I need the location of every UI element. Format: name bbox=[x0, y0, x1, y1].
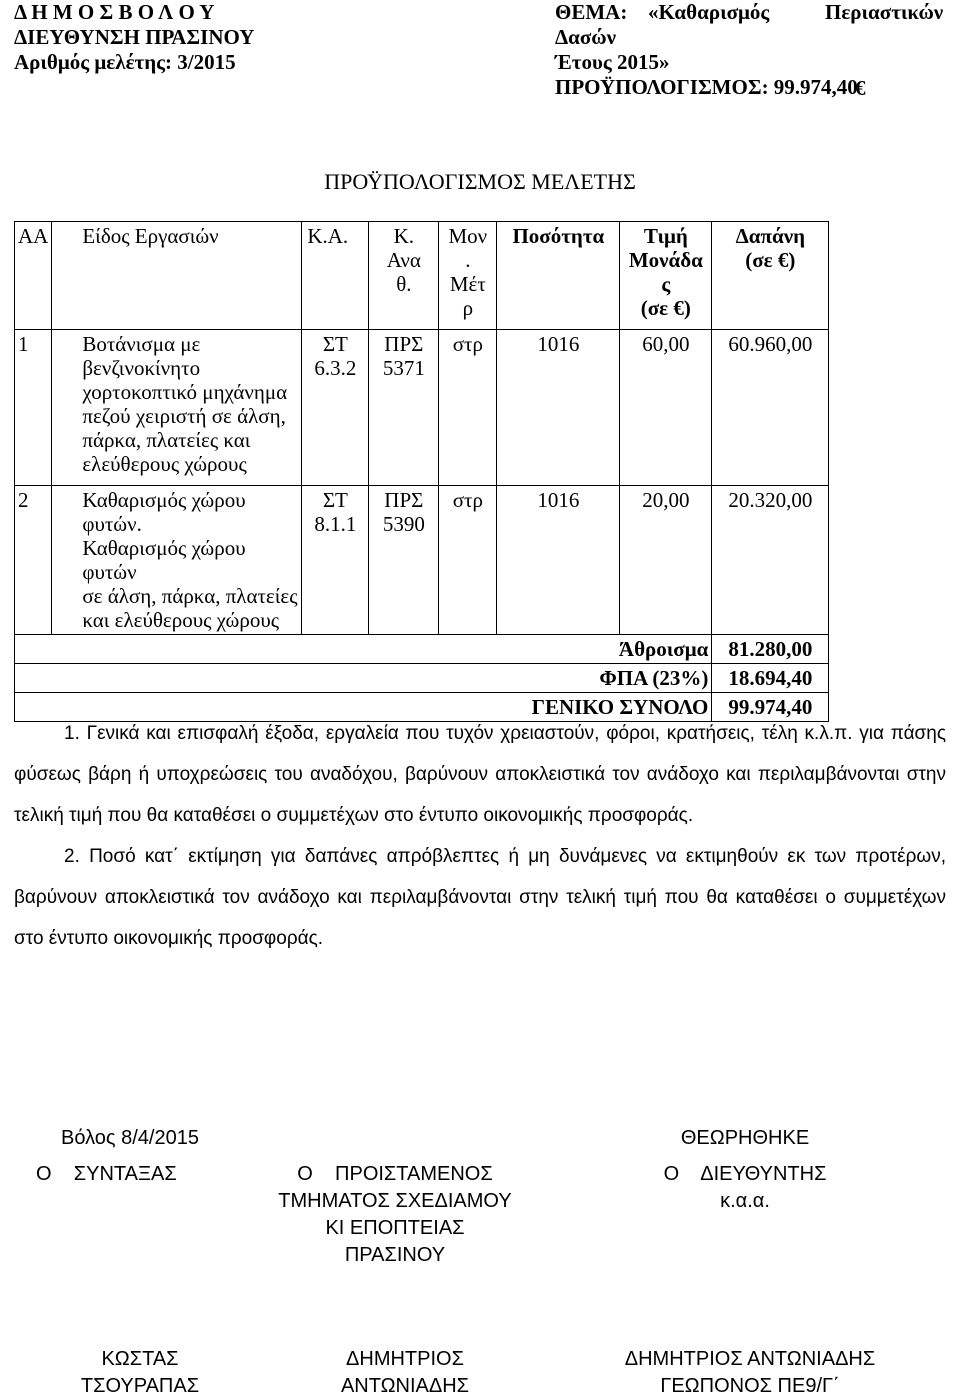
row-ka bbox=[302, 486, 369, 635]
desc-line: Καθαρισμός χώρου φυτών bbox=[82, 536, 246, 584]
vat-label: ΦΠΑ (23%) bbox=[15, 664, 712, 693]
row-mon: στρ bbox=[439, 486, 497, 635]
author-title: Ο ΣΥΝΤΑΞΑΣ bbox=[36, 1163, 177, 1185]
director-name-line: ΓΕΩΠΟΝΟΣ ΠΕ9/Γ΄ bbox=[660, 1375, 840, 1397]
head-name-line: ΔΗΜΗΤΡΙΟΣ bbox=[346, 1348, 464, 1370]
header-cost-1: Δαπάνη bbox=[735, 224, 806, 248]
row-desc bbox=[52, 486, 302, 635]
header-kan bbox=[369, 222, 439, 330]
header-kan-3: θ. bbox=[396, 272, 412, 296]
desc-line: χορτοκοπτικό μηχάνημα bbox=[82, 380, 288, 404]
row-price: 60,00 bbox=[620, 330, 712, 486]
row-ka bbox=[302, 330, 369, 486]
desc-line: Βοτάνισμα με bbox=[82, 332, 201, 356]
table-row bbox=[15, 330, 829, 486]
header-ka: Κ.Α. bbox=[302, 222, 369, 330]
kan-line: 5371 bbox=[382, 356, 425, 380]
desc-line: πάρκα, πλατείες και bbox=[82, 428, 251, 452]
header-mon-3: Μέτ bbox=[449, 272, 486, 296]
header-desc-text: Είδος Εργασιών bbox=[82, 224, 219, 248]
director-name-line: ΔΗΜΗΤΡΙΟΣ ΑΝΤΩΝΙΑΔΗΣ bbox=[624, 1348, 876, 1370]
row-qty: 1016 bbox=[497, 486, 620, 635]
theme-line-3: Έτους 2015» bbox=[555, 50, 670, 74]
director-title bbox=[620, 1161, 870, 1215]
director-title-line: κ.α.α. bbox=[720, 1190, 770, 1212]
author-name-line: ΤΣΟΥΡΑΠΑΣ bbox=[80, 1375, 200, 1397]
theme-line-2: Δασών bbox=[555, 25, 617, 49]
header-price-3: ς bbox=[661, 272, 671, 296]
row-aa: 2 bbox=[15, 486, 52, 635]
sum-value: 81.280,00 bbox=[712, 635, 829, 664]
header-budget: ΠΡΟΫΠΟΛΟΓΙΣΜΟΣ: 99.974,40 bbox=[555, 75, 858, 99]
page-title: ΠΡΟΫΠΟΛΟΓΙΣΜΟΣ ΜΕΛΕΤΗΣ bbox=[324, 169, 636, 194]
note-1: 1. Γενικά και επισφαλή έξοδα, εργαλεία που τυχόν χρειαστούν, φόροι, κρατήσεις, τέλη κ.λ.π. για πάσης φύσεως βάρη ή υποχρεώσεις του αναδόχου, βαρύνουν αποκλειστικά τον ανάδοχο και περιλαμβάνονται στην τελική τιμή που θα καταθέσει ο συμμετέχων στο έντυπο οικονομικής προσφοράς. bbox=[14, 723, 946, 826]
row-qty: 1016 bbox=[497, 330, 620, 486]
author-name bbox=[20, 1346, 260, 1400]
kan-line: ΠΡΣ bbox=[384, 488, 424, 512]
ka-line: 6.3.2 bbox=[314, 356, 357, 380]
theme-text-a: «Καθαρισμός bbox=[648, 0, 770, 24]
theme-label: ΘΕΜΑ: bbox=[555, 0, 628, 24]
desc-line: πεζού χειριστή σε άλση, bbox=[82, 404, 286, 428]
header-right bbox=[555, 0, 955, 100]
head-title-line: ΤΜΗΜΑΤΟΣ ΣΧΕΔΙΑΜΟΥ bbox=[278, 1190, 512, 1212]
budget-table bbox=[14, 221, 829, 722]
row-price: 20,00 bbox=[620, 486, 712, 635]
desc-line: βενζινοκίνητο bbox=[82, 356, 201, 380]
kan-line: 5390 bbox=[382, 512, 425, 536]
kan-line: ΠΡΣ bbox=[384, 332, 424, 356]
notes bbox=[14, 713, 946, 959]
header-mon-2: . bbox=[465, 248, 471, 272]
header-mon-4: ρ bbox=[462, 296, 474, 320]
vat-row bbox=[15, 664, 829, 693]
row-mon: στρ bbox=[439, 330, 497, 486]
desc-line: σε άλση, πάρκα, πλατείες bbox=[82, 584, 298, 608]
ka-line: ΣΤ bbox=[322, 488, 348, 512]
header-aa: ΑΑ bbox=[15, 222, 52, 330]
header-mon-1: Μον bbox=[448, 224, 488, 248]
municipality-name: Δ Η Μ Ο Σ Β Ο Λ Ο Υ bbox=[14, 0, 215, 24]
table-header-row bbox=[15, 222, 829, 330]
header-desc bbox=[52, 222, 302, 330]
theme-text-b: Περιαστικών bbox=[825, 0, 944, 24]
department-name: ΔΙΕΥΘΥΝΣΗ ΠΡΑΣΙΝΟΥ bbox=[14, 25, 255, 49]
sum-label: Άθροισμα bbox=[15, 635, 712, 664]
study-number: Αριθμός μελέτης: 3/2015 bbox=[14, 50, 236, 74]
head-name-line: ΑΝΤΩΝΙΑΔΗΣ bbox=[340, 1375, 470, 1397]
head-title-line: ΚΙ ΕΠΟΠΤΕΙΑΣ bbox=[325, 1217, 465, 1239]
header-price-4: (σε €) bbox=[640, 296, 691, 320]
approved-label: ΘΕΩΡΗΘΗΚΕ bbox=[680, 1127, 810, 1149]
vat-value: 18.694,40 bbox=[712, 664, 829, 693]
euro-symbol: € bbox=[855, 76, 866, 100]
header-cost bbox=[712, 222, 829, 330]
grand-total-value: 99.974,40 bbox=[712, 693, 829, 722]
director-title-line: Ο ΔΙΕΥΘΥΝΤΗΣ bbox=[663, 1163, 827, 1185]
sum-row bbox=[15, 635, 829, 664]
head-title bbox=[250, 1161, 540, 1269]
header-qty: Ποσότητα bbox=[497, 222, 620, 330]
row-cost: 20.320,00 bbox=[712, 486, 829, 635]
header-cost-3: (σε €) bbox=[745, 248, 796, 272]
row-cost: 60.960,00 bbox=[712, 330, 829, 486]
table-row bbox=[15, 486, 829, 635]
header-mon bbox=[439, 222, 497, 330]
note-2: 2. Ποσό κατ΄ εκτίμηση για δαπάνες απρόβλεπτες ή μη δυνάμενες να εκτιμηθούν εκ των προτέρων, βαρύνουν αποκλειστικά τον ανάδοχο και περιλαμβάνονται στην τελική τιμή που θα καταθέσει ο συμμετέχων στο έντυπο οικονομικής προσφοράς. bbox=[14, 846, 946, 949]
theme-line-1 bbox=[555, 0, 955, 25]
desc-line: Καθαρισμός χώρου φυτών. bbox=[82, 488, 246, 536]
header-left bbox=[14, 0, 414, 75]
ka-line: 8.1.1 bbox=[314, 512, 357, 536]
ka-line: ΣΤ bbox=[322, 332, 348, 356]
head-title-line: ΠΡΑΣΙΝΟΥ bbox=[344, 1244, 446, 1266]
head-name bbox=[285, 1346, 525, 1400]
row-kan bbox=[369, 486, 439, 635]
row-kan bbox=[369, 330, 439, 486]
header-price bbox=[620, 222, 712, 330]
director-name bbox=[580, 1346, 920, 1400]
header-kan-1: Κ. bbox=[393, 224, 415, 248]
head-title-line: Ο ΠΡΟΙΣΤΑΜΕΝΟΣ bbox=[297, 1163, 493, 1185]
header-price-1: Τιμή bbox=[643, 224, 688, 248]
row-aa: 1 bbox=[15, 330, 52, 486]
author-name-line: ΚΩΣΤΑΣ bbox=[101, 1348, 179, 1370]
header-kan-2: Ανα bbox=[386, 248, 421, 272]
desc-line: και ελεύθερους χώρους bbox=[82, 608, 280, 632]
place-date: Βόλος 8/4/2015 bbox=[61, 1127, 199, 1149]
header-price-2: Μονάδα bbox=[628, 248, 703, 272]
desc-line: ελεύθερους χώρους bbox=[82, 452, 247, 476]
row-desc bbox=[52, 330, 302, 486]
grand-total-label: ΓΕΝΙΚΟ ΣΥΝΟΛΟ bbox=[15, 693, 712, 722]
